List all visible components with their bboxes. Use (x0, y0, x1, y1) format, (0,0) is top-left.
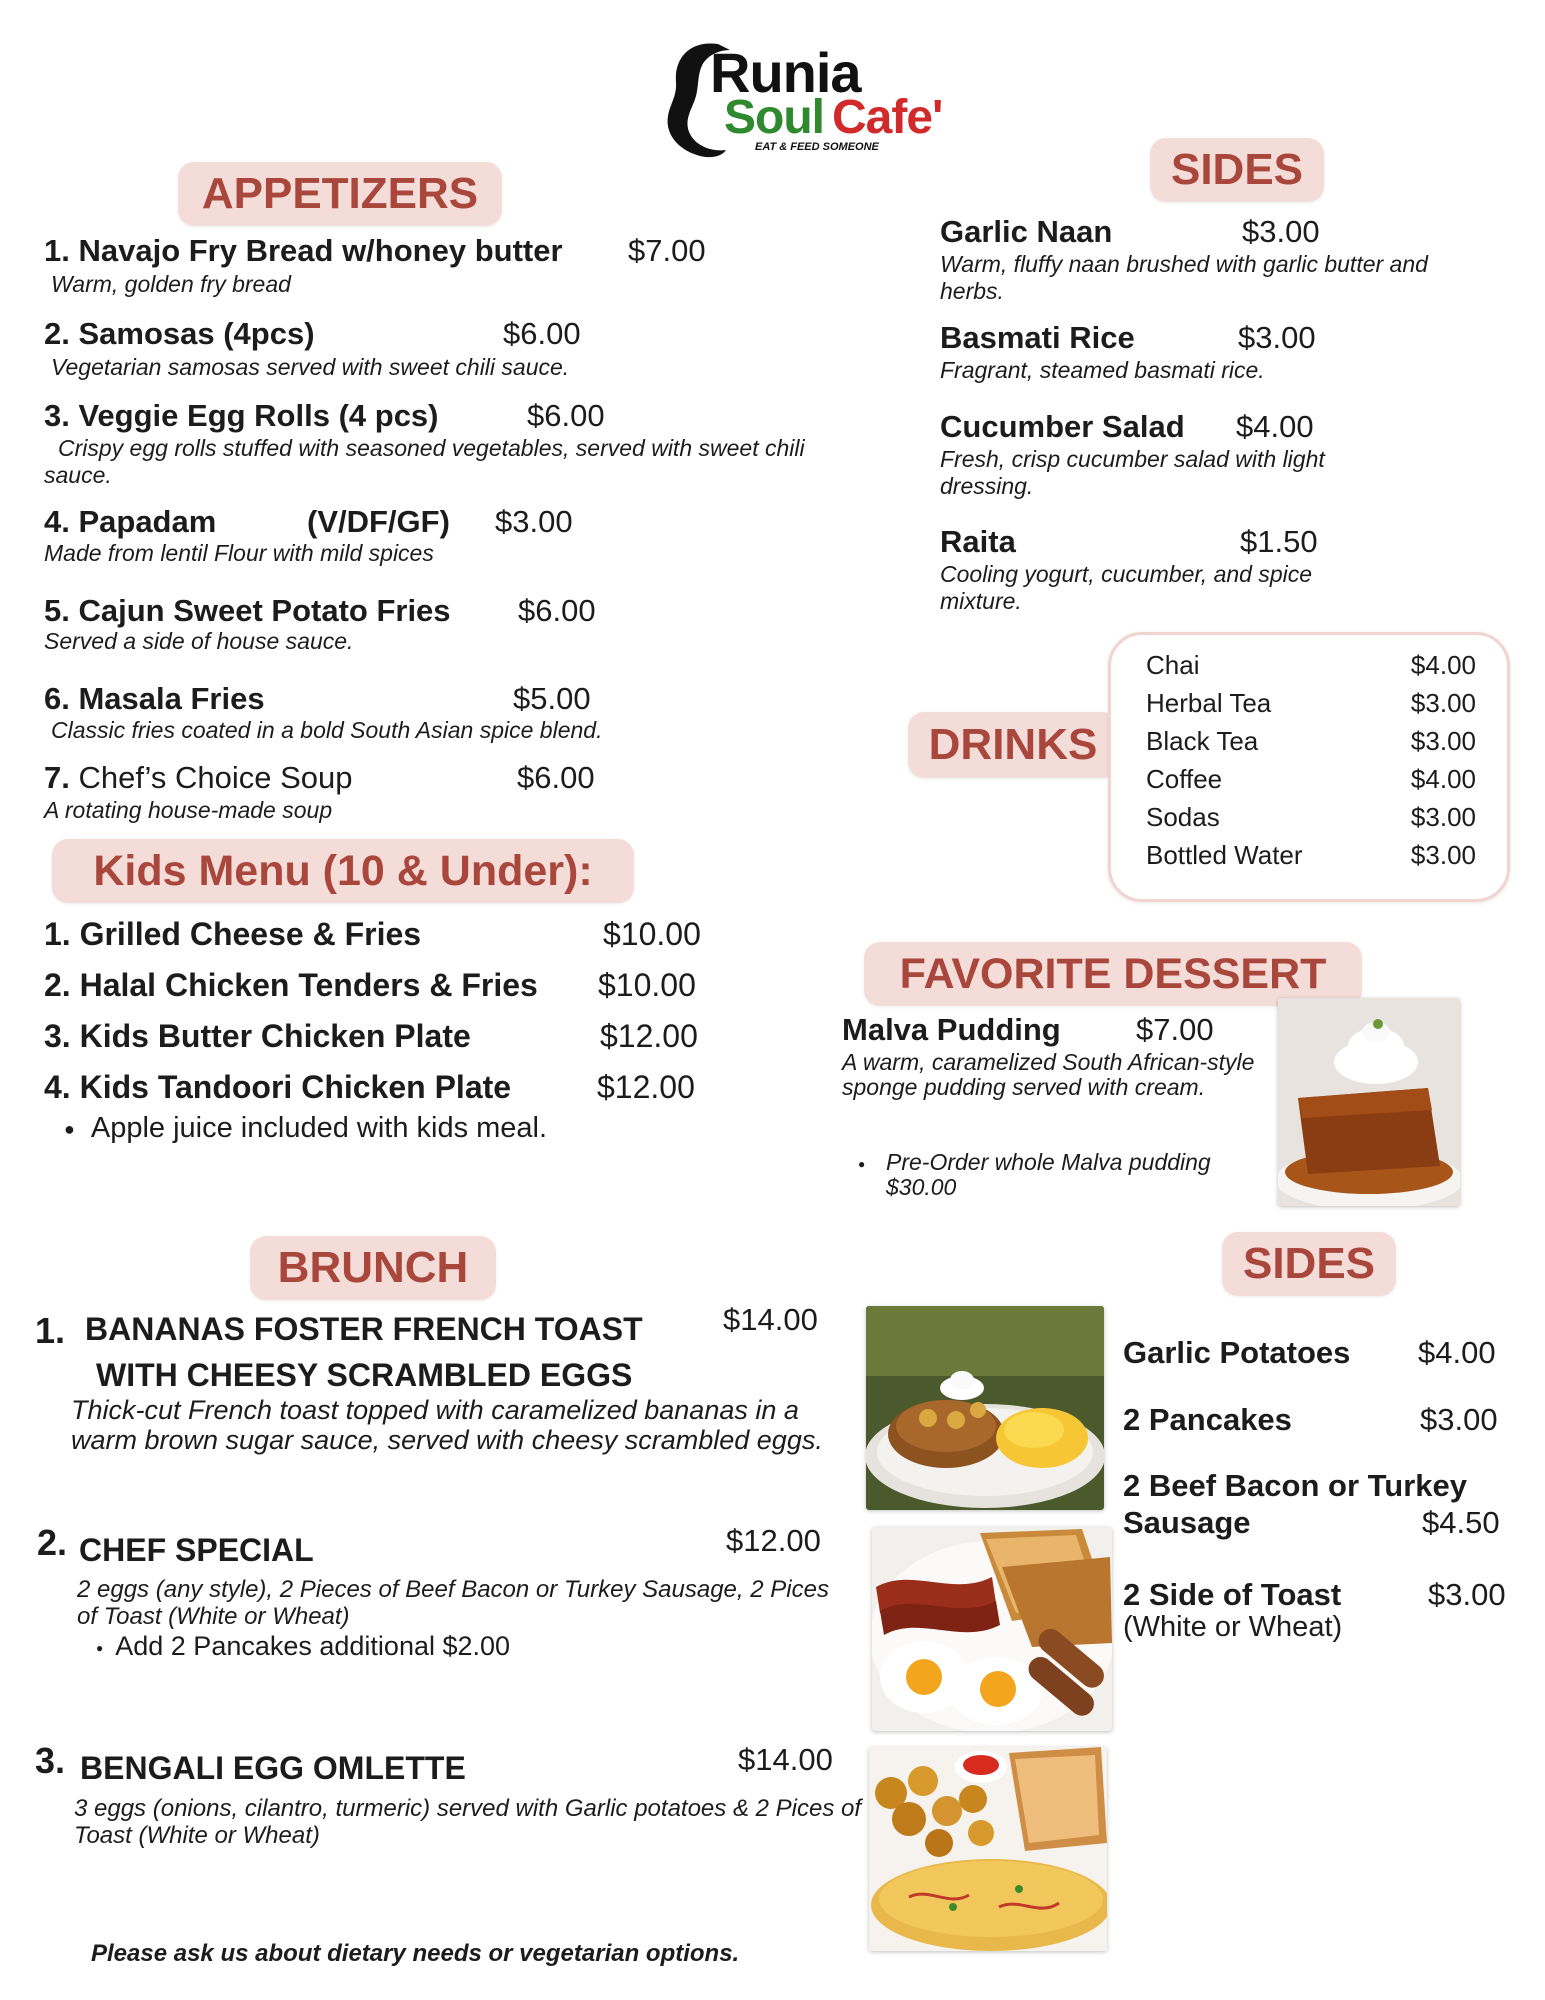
drink-name: Bottled Water (1146, 840, 1303, 870)
drink-price: $3.00 (1410, 726, 1476, 756)
kids-item-1-name: 1. Grilled Cheese & Fries (44, 916, 422, 952)
drinks-heading: DRINKS (908, 712, 1118, 778)
brunch-2-number: 2. (37, 1522, 68, 1563)
side-top-4-price: $1.50 (1240, 524, 1318, 559)
appetizer-6-name: 6. Masala Fries (44, 681, 265, 716)
brunch-2-desc: 2 eggs (any style), 2 Pieces of Beef Bacon or Turkey Sausage, 2 Pices of Toast (White or Wheat) (77, 1576, 829, 1630)
drink-name: Herbal Tea (1146, 688, 1272, 718)
side-top-1-name: Garlic Naan (940, 214, 1113, 249)
brunch-1-price: $14.00 (723, 1302, 818, 1337)
appetizer-4-name: 4. Papadam (44, 504, 217, 539)
drink-price: $3.00 (1410, 802, 1476, 832)
appetizer-1-price: $7.00 (628, 233, 706, 268)
appetizer-5-desc: Served a side of house sauce. (44, 628, 354, 654)
side-top-3-name: Cucumber Salad (940, 409, 1185, 444)
appetizer-4-desc: Made from lentil Flour with mild spices (44, 540, 434, 566)
dessert-heading: FAVORITE DESSERT (864, 942, 1362, 1006)
drink-name: Chai (1146, 650, 1200, 680)
appetizer-2-name: 2. Samosas (4pcs) (44, 316, 315, 351)
appetizer-1-desc: Warm, golden fry bread (51, 271, 291, 297)
side-top-2-name: Basmati Rice (940, 320, 1135, 355)
brunch-2-price: $12.00 (726, 1523, 821, 1558)
dessert-desc: A warm, caramelized South African-style sponge pudding served with cream. (842, 1049, 1255, 1100)
brunch-1-title-line1: BANANAS FOSTER FRENCH TOAST (85, 1311, 643, 1347)
side-top-3-desc: Fresh, crisp cucumber salad with light dressing. (940, 446, 1325, 499)
kids-item-2-price: $10.00 (598, 967, 696, 1003)
drinks-box (1108, 632, 1510, 902)
logo-tagline: EAT & FEED SOMEONE (755, 141, 879, 153)
appetizer-7-desc: A rotating house-made soup (44, 797, 333, 823)
side-bottom-2-price: $3.00 (1420, 1402, 1498, 1437)
side-top-4-desc: Cooling yogurt, cucumber, and spice mixture. (940, 561, 1313, 614)
brunch-2-title: CHEF SPECIAL (79, 1532, 314, 1568)
side-bottom-4-price: $3.00 (1428, 1577, 1506, 1612)
side-bottom-3-name: 2 Beef Bacon or Turkey (1123, 1468, 1467, 1503)
side-bottom-4-name: 2 Side of Toast (1123, 1577, 1342, 1612)
kids-menu-heading: Kids Menu (10 & Under): (52, 839, 634, 903)
brunch-2-addon-text: Add 2 Pancakes additional $2.00 (115, 1631, 511, 1661)
appetizer-3-name: 3. Veggie Egg Rolls (4 pcs) (44, 398, 439, 433)
drink-price: $3.00 (1410, 688, 1476, 718)
kids-note (64, 1112, 547, 1145)
drink-name: Coffee (1146, 764, 1223, 794)
kids-item-3-price: $12.00 (600, 1018, 698, 1054)
sides-top-heading: SIDES (1150, 138, 1324, 202)
appetizer-6-desc: Classic fries coated in a bold South Asian spice blend. (51, 717, 603, 743)
side-top-2-desc: Fragrant, steamed basmati rice. (940, 357, 1265, 383)
drink-name: Sodas (1146, 802, 1220, 832)
side-top-1-price: $3.00 (1242, 214, 1320, 249)
side-bottom-3-name-line2: Sausage (1123, 1505, 1251, 1540)
sides-bottom-heading: SIDES (1222, 1232, 1396, 1296)
appetizer-7-number: 7. (44, 760, 70, 795)
bullet-icon: ● (64, 1118, 75, 1139)
kids-item-1-price: $10.00 (603, 916, 701, 952)
brunch-1-title-line2: WITH CHEESY SCRAMBLED EGGS (96, 1357, 633, 1393)
side-bottom-2-name: 2 Pancakes (1123, 1402, 1292, 1437)
brunch-2-addon (96, 1631, 510, 1662)
side-top-3-price: $4.00 (1236, 409, 1314, 444)
drink-price: $4.00 (1410, 650, 1476, 680)
appetizer-5-price: $6.00 (518, 593, 596, 628)
kids-note-text: Apple juice included with kids meal. (90, 1112, 548, 1144)
side-bottom-4-sub: (White or Wheat) (1123, 1611, 1343, 1643)
bullet-icon: ● (96, 1640, 104, 1655)
brunch-3-number: 3. (35, 1740, 66, 1781)
dessert-preorder (858, 1150, 1278, 1200)
bengali-omlette-photo (869, 1747, 1107, 1951)
side-top-4-name: Raita (940, 524, 1016, 559)
appetizer-4-tag: (V/DF/GF) (307, 504, 450, 539)
logo-text-soul: Soul (724, 91, 824, 144)
side-bottom-1-name: Garlic Potatoes (1123, 1335, 1351, 1370)
dessert-name: Malva Pudding (842, 1012, 1061, 1047)
side-bottom-1-price: $4.00 (1418, 1335, 1496, 1370)
appetizer-2-desc: Vegetarian samosas served with sweet chili sauce. (51, 354, 570, 380)
dessert-preorder-text: Pre-Order whole Malva pudding (886, 1149, 1211, 1175)
appetizer-6-price: $5.00 (513, 681, 591, 716)
footer-note: Please ask us about dietary needs or vegetarian options. (91, 1940, 740, 1967)
side-top-2-price: $3.00 (1238, 320, 1316, 355)
appetizer-5-name: 5. Cajun Sweet Potato Fries (44, 593, 451, 628)
side-bottom-3-price: $4.50 (1422, 1505, 1500, 1540)
drink-price: $3.00 (1410, 840, 1476, 870)
kids-item-3-name: 3. Kids Butter Chicken Plate (44, 1018, 471, 1054)
appetizer-4-price: $3.00 (495, 504, 573, 539)
dessert-price: $7.00 (1136, 1012, 1214, 1047)
logo (660, 38, 980, 163)
side-top-1-desc: Warm, fluffy naan brushed with garlic butter and herbs. (940, 251, 1428, 304)
kids-item-4-name: 4. Kids Tandoori Chicken Plate (44, 1069, 512, 1105)
kids-item-4-price: $12.00 (597, 1069, 695, 1105)
appetizer-7-title: Chef’s Choice Soup (78, 760, 353, 795)
appetizer-7-name (44, 760, 352, 796)
brunch-heading: BRUNCH (250, 1236, 496, 1300)
chef-special-photo (872, 1527, 1112, 1731)
brunch-1-number: 1. (35, 1310, 66, 1351)
appetizer-3-desc: Crispy egg rolls stuffed with seasoned vegetables, served with sweet chili sauce. (44, 435, 805, 488)
brunch-3-price: $14.00 (738, 1742, 833, 1777)
brunch-3-title: BENGALI EGG OMLETTE (80, 1750, 466, 1786)
bullet-icon: ● (858, 1157, 866, 1171)
logo-text-cafe: Cafe' (832, 91, 943, 144)
appetizer-2-price: $6.00 (503, 316, 581, 351)
appetizer-1-name: 1. Navajo Fry Bread w/honey butter (44, 233, 563, 268)
brunch-3-desc: 3 eggs (onions, cilantro, turmeric) served with Garlic potatoes & 2 Pices of Toast (White or Wheat) (74, 1795, 862, 1849)
logo-text-runia: Runia (710, 41, 861, 104)
brunch-1-desc: Thick-cut French toast topped with caramelized bananas in a warm brown sugar sauce, served with cheesy scrambled eggs. (71, 1395, 823, 1455)
french-toast-photo (866, 1306, 1104, 1510)
malva-pudding-photo (1278, 998, 1460, 1206)
drink-name: Black Tea (1146, 726, 1259, 756)
appetizers-heading: APPETIZERS (178, 162, 502, 226)
kids-item-2-name: 2. Halal Chicken Tenders & Fries (44, 967, 538, 1003)
appetizer-3-price: $6.00 (527, 398, 605, 433)
drink-price: $4.00 (1410, 764, 1476, 794)
dessert-preorder-price: $30.00 (886, 1174, 957, 1200)
appetizer-7-price: $6.00 (517, 760, 595, 795)
